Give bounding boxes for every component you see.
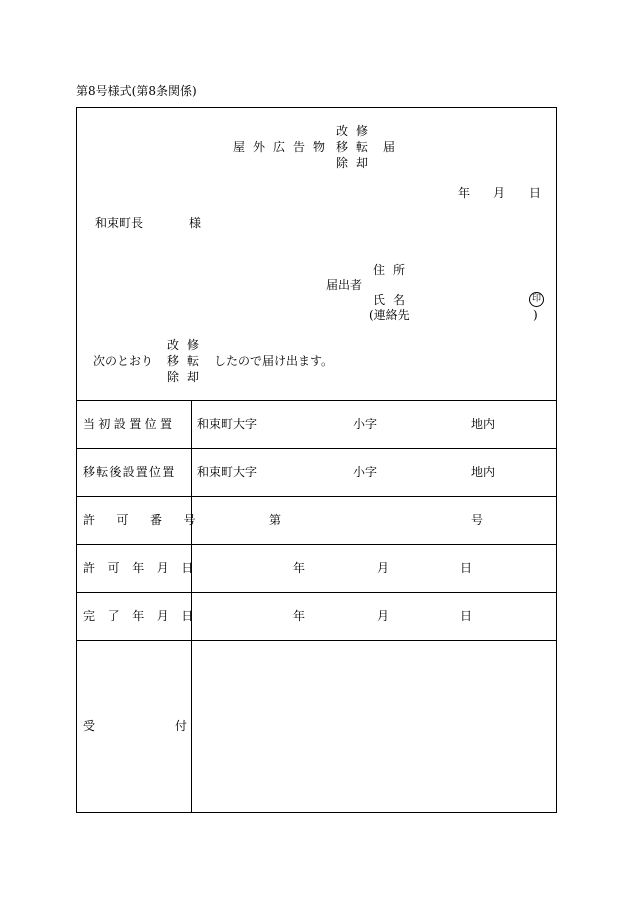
notification-form xyxy=(76,107,557,813)
column-divider xyxy=(191,400,192,812)
cell-koaza: 小字 xyxy=(353,465,378,479)
statement-prefix: 次のとおり xyxy=(93,354,154,368)
form-number: 第8号様式(第8条関係) xyxy=(76,84,197,98)
statement-option-relocation: 移転 xyxy=(167,354,208,368)
row-divider xyxy=(77,592,556,593)
row-label-new-location: 移転後設置位置 xyxy=(83,465,176,479)
cell-year: 年 xyxy=(293,561,306,575)
row-label-permit-date: 許可年月日 xyxy=(83,561,207,575)
cell-go: 号 xyxy=(471,513,484,527)
name-label: 氏名 xyxy=(373,293,414,307)
row-label-completion-date: 完了年月日 xyxy=(83,609,207,623)
row-divider xyxy=(77,400,556,401)
address-label: 住所 xyxy=(373,263,414,277)
cell-koaza: 小字 xyxy=(353,417,378,431)
date-day: 日 xyxy=(529,186,542,200)
statement-option-removal: 除却 xyxy=(167,370,208,384)
reception-stamp-area xyxy=(197,648,547,808)
cell-oaza: 和束町大字 xyxy=(197,465,258,479)
cell-oaza: 和束町大字 xyxy=(197,417,258,431)
row-divider xyxy=(77,448,556,449)
cell-dai: 第 xyxy=(269,513,282,527)
statement-suffix: したので届け出ます。 xyxy=(214,354,334,368)
addressee-honorific: 様 xyxy=(189,216,202,230)
row-label-permit-number: 許可番号 xyxy=(83,513,218,527)
addressee-name: 和束町長 xyxy=(95,216,144,230)
contact-close: ) xyxy=(533,308,538,322)
row-label-original-location: 当初設置位置 xyxy=(83,417,176,431)
row-divider xyxy=(77,544,556,545)
contact-label: (連絡先 xyxy=(369,308,410,322)
cell-month: 月 xyxy=(377,609,390,623)
cell-year: 年 xyxy=(293,609,306,623)
title-option-relocation: 移転 xyxy=(336,140,377,154)
applicant-label: 届出者 xyxy=(326,278,363,292)
row-divider xyxy=(77,496,556,497)
seal-mark: 印 xyxy=(529,292,544,307)
title-option-repair: 改修 xyxy=(336,124,377,138)
date-year: 年 xyxy=(458,186,471,200)
cell-day: 日 xyxy=(460,561,473,575)
date-month: 月 xyxy=(493,186,506,200)
title-option-removal: 除却 xyxy=(336,156,377,170)
title-prefix: 屋外広告物 xyxy=(233,140,334,154)
title-suffix: 届 xyxy=(383,140,396,154)
cell-month: 月 xyxy=(377,561,390,575)
cell-chinai: 地内 xyxy=(471,417,496,431)
cell-chinai: 地内 xyxy=(471,465,496,479)
row-divider xyxy=(77,640,556,641)
statement-option-repair: 改修 xyxy=(167,338,208,352)
cell-day: 日 xyxy=(460,609,473,623)
row-label-reception: 受付 xyxy=(83,719,268,733)
